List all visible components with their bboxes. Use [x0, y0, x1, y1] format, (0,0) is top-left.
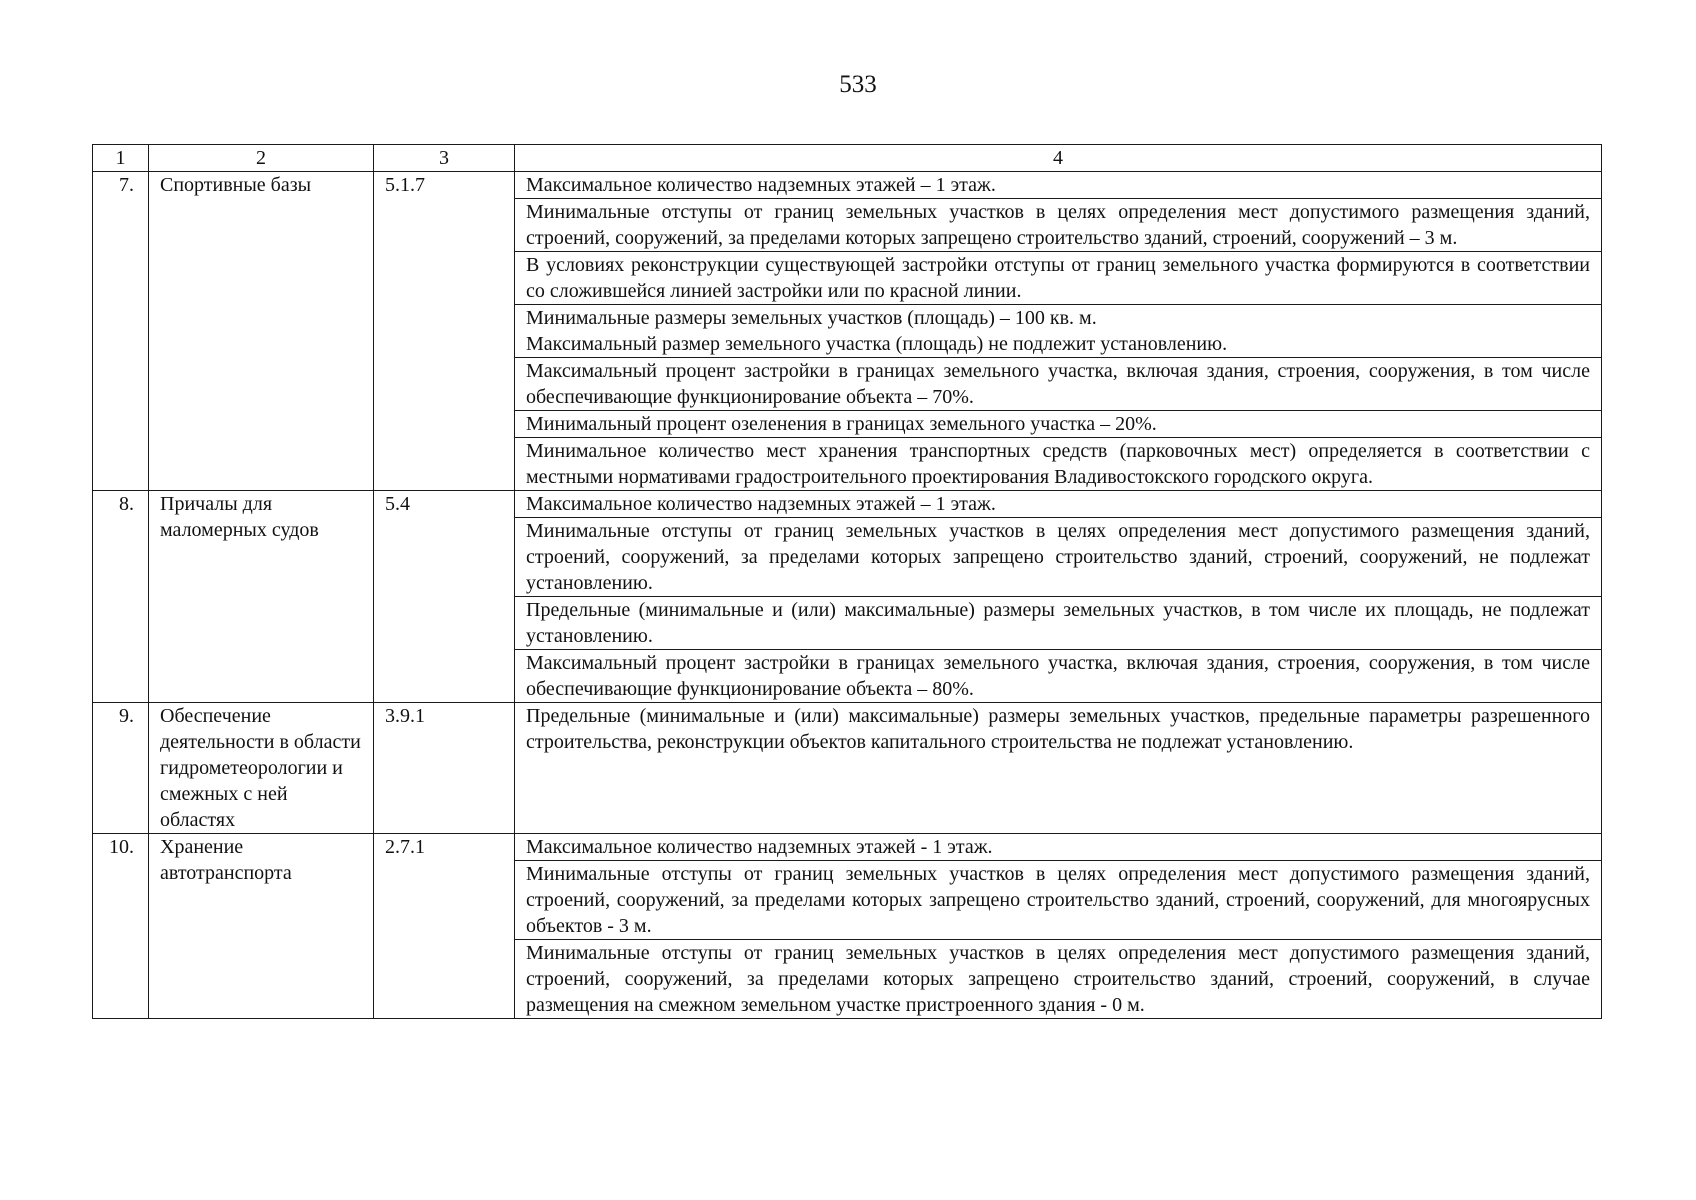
parameter-text: Минимальное количество мест хранения транспортных средств (парковочных мест) определяется в соответствии с местными нормативами градостроительного проектирования Владивостокского городского округа.: [526, 440, 1590, 488]
land-use-code: 5.4: [374, 491, 515, 703]
parameter-cell: [515, 172, 1602, 199]
parameter-text: Предельные (минимальные и (или) максимальные) размеры земельных участков, в том числе их площадь, не подлежат установлению.: [526, 599, 1590, 647]
parameter-cell: [515, 491, 1602, 518]
table-row: [93, 172, 1602, 199]
header-cell-3: 3: [374, 145, 515, 172]
header-cell-2: 2: [149, 145, 374, 172]
parameter-cell: [515, 940, 1602, 1019]
parameter-text: Максимальное количество надземных этажей – 1 этаж.: [526, 174, 996, 196]
parameter-cell: [515, 305, 1602, 358]
land-use-type: Обеспечение деятельности в области гидрометеорологии и смежных с ней областях: [149, 703, 374, 834]
parameter-text: Минимальные отступы от границ земельных участков в целях определения мест допустимого размещения зданий, строений, сооружений, за пределами которых запрещено строительство зданий, строений, сооружений – 3 м.: [526, 201, 1590, 249]
land-use-type: Причалы для маломерных судов: [149, 491, 374, 703]
parameter-cell: [515, 597, 1602, 650]
table-row: [93, 834, 1602, 861]
land-use-code: 3.9.1: [374, 703, 515, 834]
parameter-text: Минимальные отступы от границ земельных участков в целях определения мест допустимого размещения зданий, строений, сооружений, за пределами которых запрещено строительство зданий, строений, сооружений, не подлежат установлению.: [526, 520, 1590, 594]
parameter-text: В условиях реконструкции существующей застройки отступы от границ земельного участка формируются в соответствии со сложившейся линией застройки или по красной линии.: [526, 254, 1590, 302]
parameter-text: Максимальный процент застройки в границах земельного участка, включая здания, строения, сооружения, в том числе обеспечивающие функционирование объекта – 70%.: [526, 360, 1590, 408]
land-use-type: Спортивные базы: [149, 172, 374, 491]
land-use-code: 5.1.7: [374, 172, 515, 491]
row-number: 7.: [93, 172, 149, 491]
parameter-cell: [515, 438, 1602, 491]
parameter-cell: [515, 650, 1602, 703]
parameter-text: Предельные (минимальные и (или) максимальные) размеры земельных участков, предельные параметры разрешенного строительства, реконструкции объектов капитального строительства не подлежат установлению.: [526, 705, 1590, 753]
row-number: 10.: [93, 834, 149, 1019]
header-cell-1: 1: [93, 145, 149, 172]
parameter-text: Минимальные отступы от границ земельных участков в целях определения мест допустимого размещения зданий, строений, сооружений, за пределами которых запрещено строительство зданий, строений, сооружений, для многоярусных объектов - 3 м.: [526, 863, 1590, 937]
parameter-cell: [515, 411, 1602, 438]
parameter-text: Максимальное количество надземных этажей - 1 этаж.: [526, 836, 993, 858]
parameter-text: Максимальное количество надземных этажей – 1 этаж.: [526, 493, 996, 515]
parameter-cell: [515, 358, 1602, 411]
row-number: 9.: [93, 703, 149, 834]
parameter-cell: [515, 703, 1602, 834]
page-number: 533: [839, 71, 877, 98]
parameter-cell: [515, 252, 1602, 305]
table-header-row: [93, 145, 1602, 172]
parameter-text: Минимальный процент озеленения в границах земельного участка – 20%.: [526, 413, 1157, 435]
parameter-cell: [515, 199, 1602, 252]
table-row: [93, 491, 1602, 518]
parameter-text: Минимальные размеры земельных участков (площадь) – 100 кв. м. Максимальный размер земельного участка (площадь) не подлежит установлению.: [526, 307, 1228, 355]
table-row: [93, 703, 1602, 834]
header-cell-4: 4: [515, 145, 1602, 172]
land-use-code: 2.7.1: [374, 834, 515, 1019]
regulations-table: [92, 144, 1602, 1019]
row-number: 8.: [93, 491, 149, 703]
parameter-cell: [515, 861, 1602, 940]
parameter-text: Максимальный процент застройки в границах земельного участка, включая здания, строения, сооружения, в том числе обеспечивающие функционирование объекта – 80%.: [526, 652, 1590, 700]
parameter-cell: [515, 834, 1602, 861]
parameter-text: Минимальные отступы от границ земельных участков в целях определения мест допустимого размещения зданий, строений, сооружений, за пределами которых запрещено строительство зданий, строений, сооружений, в случае размещения на смежном земельном участке пристроенного здания - 0 м.: [526, 942, 1590, 1016]
parameter-cell: [515, 518, 1602, 597]
land-use-type: Хранение автотранспорта: [149, 834, 374, 1019]
